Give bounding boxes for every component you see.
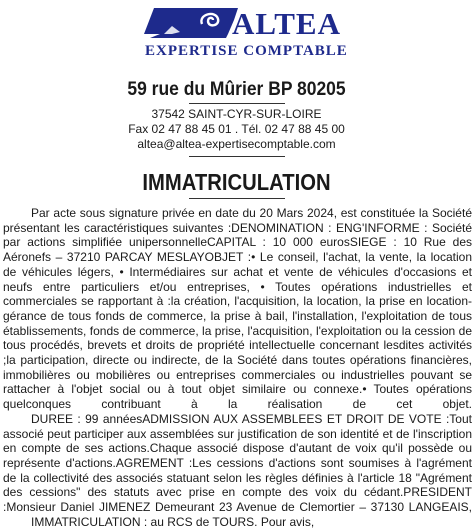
notice-paragraph: IMMATRICULATION : au RCS de TOURS. Pour avis,: [31, 514, 315, 529]
altea-emblem-icon: [142, 4, 242, 40]
contact-street: 59 rue du Mûrier BP 80205: [127, 79, 346, 100]
divider-bottom: [189, 198, 285, 199]
contact-city: 37542 SAINT-CYR-SUR-LOIRE: [151, 107, 322, 121]
logo-wordmark: ALTEA: [232, 6, 341, 41]
altea-logo: [142, 4, 348, 60]
contact-phone: Fax 02 47 88 45 01 . Tél. 02 47 88 45 00: [128, 122, 345, 136]
divider-top: [189, 103, 285, 104]
contact-email: altea@altea-expertisecomptable.com: [137, 137, 336, 151]
notice-paragraph: DUREE : 99 annéesADMISSION AUX ASSEMBLEES ET DROIT DE VOTE :Tout associé peut participer aux assemblées sur justification de son identité et de l'inscription en compte de ses actions.Chaque associé dispose d'autant de voix qu'il possède ou représente d'actions.AGREMENT :Les cessions d'actions sont soumises à l'agrément de la collectivité des associés statuant selon les règles définies à l'article 18 "Agrément des cessions" des statuts avec prise en compte des voix du cédant.PRESIDENT :Monsieur Daniel JIMENEZ Demeurant 23 Avenue de Clemortier – 37130 LANGEAIS,: [3, 411, 472, 515]
divider-middle: [189, 156, 285, 157]
notice-title: IMMATRICULATION: [142, 169, 331, 195]
notice-body: [3, 206, 472, 529]
notice-paragraph: Par acte sous signature privée en date du 20 Mars 2024, est constituée la Société présentant les caractéristiques suivantes :DENOMINATION : ENG'INFORME : Société par actions simplifiée unipersonnelleCAPITAL : 10 000 eurosSIEGE : 10 Rue des Aéronefs – 37210 PARCAY MESLAYOBJET :• Le conseil, l'achat, la vente, la location de véhicules légers, • Intermédiaires sur achat et vente de véhicules d'occasions et neufs entre particuliers et/ou entreprises, • Toutes opérations industrielles et commerciales se rapportant à :la création, l'acquisition, la location, la prise en location-gérance de tous fonds de commerce, la prise à bail, l'installation, l'exploitation de tous établissements, fonds de commerce, la prise, l'acquisition, l'exploitation ou la cession de tous procédés, brevets et droits de propriété intellectuelle concernant lesdites activités ;la participation, directe ou indirecte, de la Société dans toutes opérations financières, immobilières ou mobilières ou entreprises commerciales ou industrielles pouvant se rattacher à l'objet social ou à tout objet similaire ou connexe.• Toutes opérations quelconques contribuant à la réalisation de cet objet.: [3, 206, 472, 412]
logo-subtitle: EXPERTISE COMPTABLE: [145, 43, 348, 59]
